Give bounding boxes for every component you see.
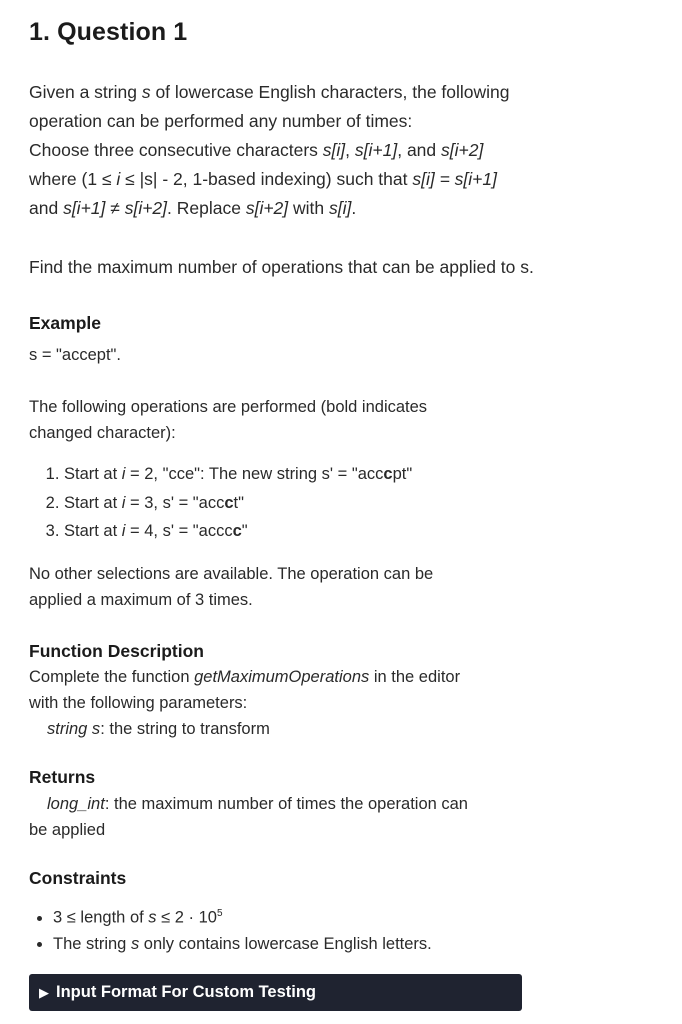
function-description-heading: Function Description [29, 641, 204, 661]
page-title: 1. Question 1 [29, 18, 188, 46]
function-description: Complete the function getMaximumOperations in the editor with the following parameters: string s: the string to transform [29, 668, 461, 738]
problem-statement: Given a string s of lowercase English characters, the following operation can be performed any number of times: Choose three consecutive characters s[i], s[i+1], and s[i+2] where (1 ≤ i ≤ |s| - 2, 1-based indexing) such that s[i] = s[i+1] and s[i+1] ≠ s[i+2]. Replace s[i+2] with s[i]. [29, 82, 510, 218]
example-explanation: The following operations are performed (bold indicates changed character): [29, 398, 428, 442]
triangle-right-icon: ▶ [39, 984, 49, 1000]
operations-list [29, 460, 412, 546]
example-heading: Example [29, 313, 101, 333]
task-statement: Find the maximum number of operations that can be applied to s. [29, 257, 534, 277]
example-input: s = "accept". [29, 346, 121, 364]
returns-description: long_int: the maximum number of times the operation can be applied [29, 795, 468, 839]
constraints-list [29, 901, 432, 957]
returns-heading: Returns [29, 767, 96, 787]
list-item: • 3 ≤ length of $s \le 2 \cdot 10^5$ [53, 901, 432, 931]
input-format-toggle-button[interactable] [29, 974, 522, 1011]
input-format-label: Input Format For Custom Testing [56, 983, 317, 1001]
list-item: 1. Start at i = 2, "cce": The new string s' = "acccpt" [64, 460, 412, 489]
list-item: 2. Start at i = 3, s' = "accct" [64, 489, 412, 518]
list-item: 3. Start at i = 4, s' = "acccc" [64, 517, 412, 546]
constraints-heading: Constraints [29, 868, 127, 888]
list-item: • The string s only contains lowercase English letters. [53, 931, 432, 957]
example-conclusion: No other selections are available. The operation can be applied a maximum of 3 times. [29, 565, 434, 609]
